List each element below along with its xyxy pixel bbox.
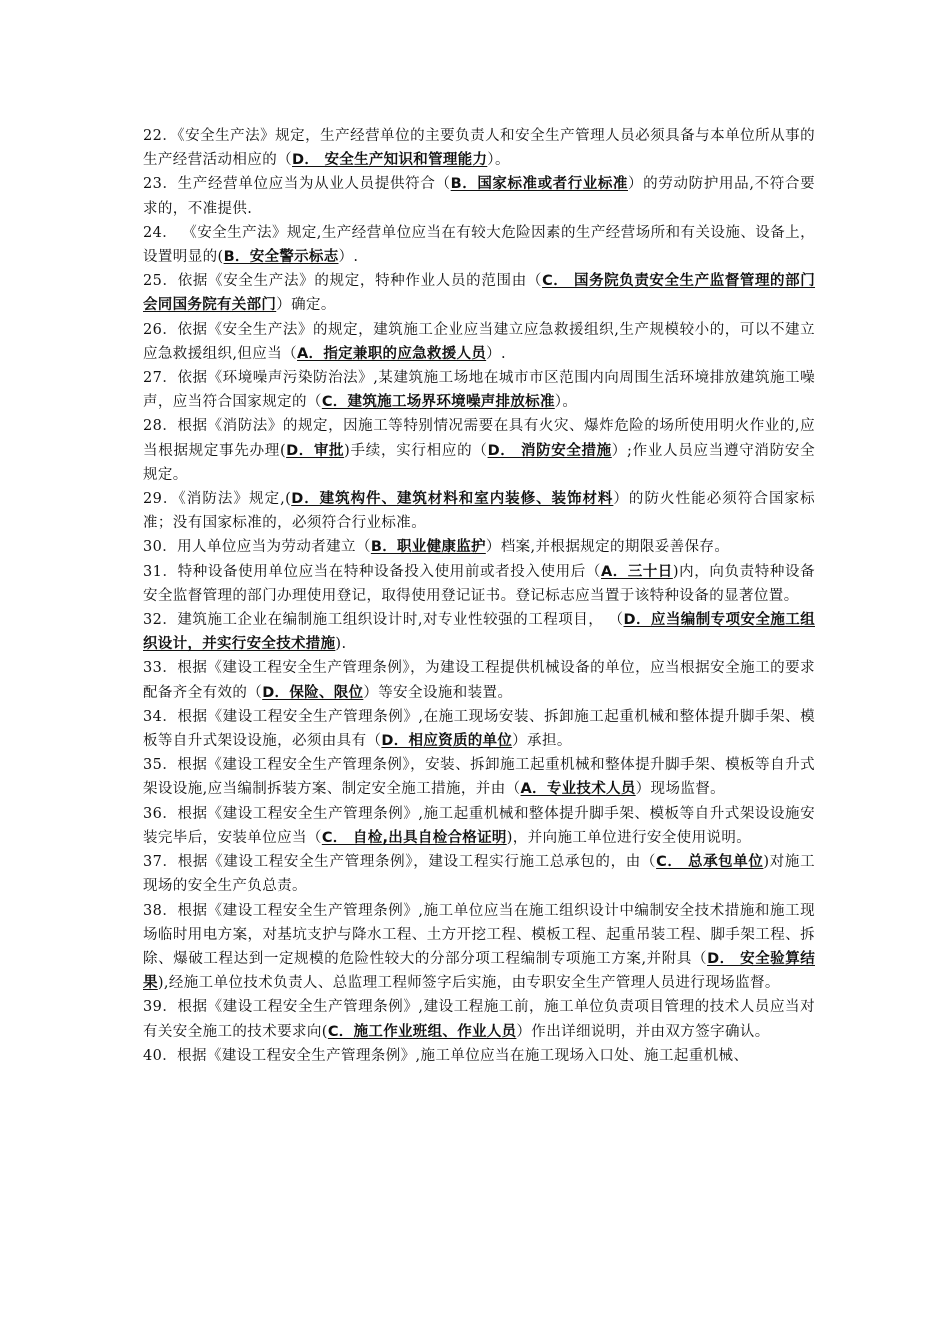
question-35 <box>143 753 815 801</box>
question-text: 25．依据《安全生产法》的规定，特种作业人员的范围由（ <box>143 273 543 290</box>
question-text: 24． 《安全生产法》规定,生产经营单位应当在有较大危险因素的生产经营场所和有关设施、设备上，设置明显的( <box>143 224 815 266</box>
answer-text: C．建筑施工场界环境噪声排放标准 <box>321 394 555 411</box>
question-text: 30．用人单位应当为劳动者建立（ <box>143 539 371 556</box>
question-25 <box>143 269 815 317</box>
answer-text: D．相应资质的单位 <box>381 733 513 750</box>
question-text-end: )，并向施工单位进行安全使用说明。 <box>506 829 752 846</box>
question-33 <box>143 656 815 704</box>
question-text-end: )内，向负责特种设备安全监督管理的部门办理使用登记，取得使用登记证书。登记标志应当置于该特种设备的显著位置。 <box>143 563 815 604</box>
question-32 <box>143 608 815 656</box>
question-text-end: ）。 <box>554 394 578 411</box>
question-30 <box>143 535 815 559</box>
question-text: 39．根据《建设工程安全生产管理条例》,建设工程施工前，施工单位负责项目管理的技术人员应当对有关安全施工的技术要求向( <box>143 999 815 1040</box>
answer-text: B．职业健康监护 <box>370 539 486 556</box>
question-text: 33．根据《建设工程安全生产管理条例》，为建设工程提供机械设备的单位，应当根据安全施工的要求配备齐全有效的（ <box>143 660 815 701</box>
question-text: 32．建筑施工企业在编制施工组织设计时,对专业性较强的工程项目， （ <box>143 612 624 629</box>
question-text: 35．根据《建设工程安全生产管理条例》，安装、拆卸施工起重机械和整体提升脚手架、模板等自升式架设设施,应当编制拆装方案、制定安全施工措施，并由（ <box>143 757 815 798</box>
answer-text: C． 自检,出具自检合格证明 <box>321 829 507 846</box>
question-text-end: ）现场监督。 <box>635 781 726 798</box>
question-text-end: ）作出详细说明，并由双方签字确认。 <box>516 1023 770 1040</box>
question-text-end: ）的防火性能必须符合国家标准；没有国家标准的，必须符合行业标准。 <box>143 491 815 532</box>
question-text-end: ）. <box>338 249 359 266</box>
question-text-end: ）档案,并根据规定的期限妥善保存。 <box>485 539 730 556</box>
answer-text: C． 总承包单位 <box>656 854 764 871</box>
question-27 <box>143 366 815 414</box>
question-text: 34．根据《建设工程安全生产管理条例》,在施工现场安装、拆卸施工起重机械和整体提升脚手架、模板等自升式架设设施，必须由具有（ <box>143 708 815 750</box>
question-text: 23．生产经营单位应当为从业人员提供符合（ <box>143 176 451 193</box>
question-39 <box>143 995 815 1043</box>
question-34 <box>143 705 815 753</box>
question-23 <box>143 172 815 220</box>
answer-text: D． 安全生产知识和管理能力 <box>292 152 488 169</box>
question-31 <box>143 560 815 608</box>
answer-text: D．应当编制专项安全施工组织设计，并实行安全技术措施 <box>143 612 815 653</box>
question-text-end: ). <box>335 636 347 653</box>
question-text: 38．根据《建设工程安全生产管理条例》,施工单位应当在施工组织设计中编制安全技术措施和施工现场临时用电方案，对基坑支护与降水工程、土方开挖工程、模板工程、起重吊装工程、脚手架工程、拆除、爆破工程达到一定规模的危险性较大的分部分项工程编制专项施工方案,并附具（ <box>143 902 815 967</box>
answer-text: D．审批 <box>286 442 345 459</box>
question-text: 27．依据《环境噪声污染防治法》,某建筑施工场地在城市市区范围内向周围生活环境排放建筑施工噪声，应当符合国家规定的（ <box>143 370 815 411</box>
answer-text: D． 安全验算结果 <box>143 950 815 992</box>
question-text-middle: )手续，实行相应的（ <box>344 442 488 459</box>
question-text-end: ）确定。 <box>276 297 336 314</box>
question-28 <box>143 414 815 487</box>
question-text: 31．特种设备使用单位应当在特种设备投入使用前或者投入使用后（ <box>143 563 601 580</box>
answer-text: D．保险、限位 <box>262 684 364 701</box>
question-text: 26．依据《安全生产法》的规定，建筑施工企业应当建立应急救援组织,生产规模较小的，可以不建立应急救援组织,但应当（ <box>143 321 815 362</box>
question-37 <box>143 850 815 898</box>
question-38 <box>143 899 815 996</box>
question-29 <box>143 487 815 535</box>
question-26 <box>143 318 815 366</box>
question-text-end: ),经施工单位技术负责人、总监理工程师签字后实施，由专职安全生产管理人员进行现场监督。 <box>157 975 780 992</box>
question-text: 37．根据《建设工程安全生产管理条例》，建设工程实行施工总承包的，由（ <box>143 854 657 871</box>
question-text-end: ）等安全设施和装置。 <box>363 684 513 701</box>
question-text-end: ）. <box>486 345 507 362</box>
answer-text: A．专业技术人员 <box>520 781 636 798</box>
answer-text: B．国家标准或者行业标准 <box>450 176 628 193</box>
question-text: 28．根据《消防法》的规定，因施工等特别情况需要在具有火灾、爆炸危险的场所使用明火作业的,应当根据规定事先办理( <box>143 418 815 459</box>
question-text-end: ）。 <box>487 152 510 169</box>
answer-text: A．指定兼职的应急救援人员 <box>297 345 487 362</box>
question-text: 29．《消防法》规定,( <box>143 491 292 508</box>
answer-text: D． 消防安全措施 <box>487 442 612 459</box>
question-40 <box>143 1044 815 1068</box>
question-text-end: ）的劳动防护用品,不符合要求的，不准提供. <box>143 176 815 217</box>
question-text-end: ）;作业人员应当遵守消防安全规定。 <box>143 442 815 483</box>
question-22 <box>143 124 815 172</box>
answer-text: B．安全警示标志 <box>223 249 339 266</box>
question-text-end: )对施工现场的安全生产负总责。 <box>143 854 816 895</box>
answer-text: C．施工作业班组、作业人员 <box>327 1023 517 1040</box>
question-36 <box>143 802 815 850</box>
answer-text: C． 国务院负责安全生产监督管理的部门会同国务院有关部门 <box>143 273 816 314</box>
question-text-end: ）承担。 <box>512 733 572 750</box>
question-24 <box>143 221 815 269</box>
answer-text: A．三十日 <box>601 563 673 580</box>
question-text: 40．根据《建设工程安全生产管理条例》,施工单位应当在施工现场入口处、施工起重机械、 <box>143 1047 749 1064</box>
answer-text: D．建筑构件、建筑材料和室内装修、装饰材料 <box>291 491 614 508</box>
question-text: 36．根据《建设工程安全生产管理条例》,施工起重机械和整体提升脚手架、模板等自升式架设设施安装完毕后，安装单位应当（ <box>143 805 815 846</box>
question-text: 22．《安全生产法》规定，生产经营单位的主要负责人和安全生产管理人员必须具备与本单位所从事的生产经营活动相应的（ <box>143 128 815 169</box>
document-body <box>143 124 815 1068</box>
